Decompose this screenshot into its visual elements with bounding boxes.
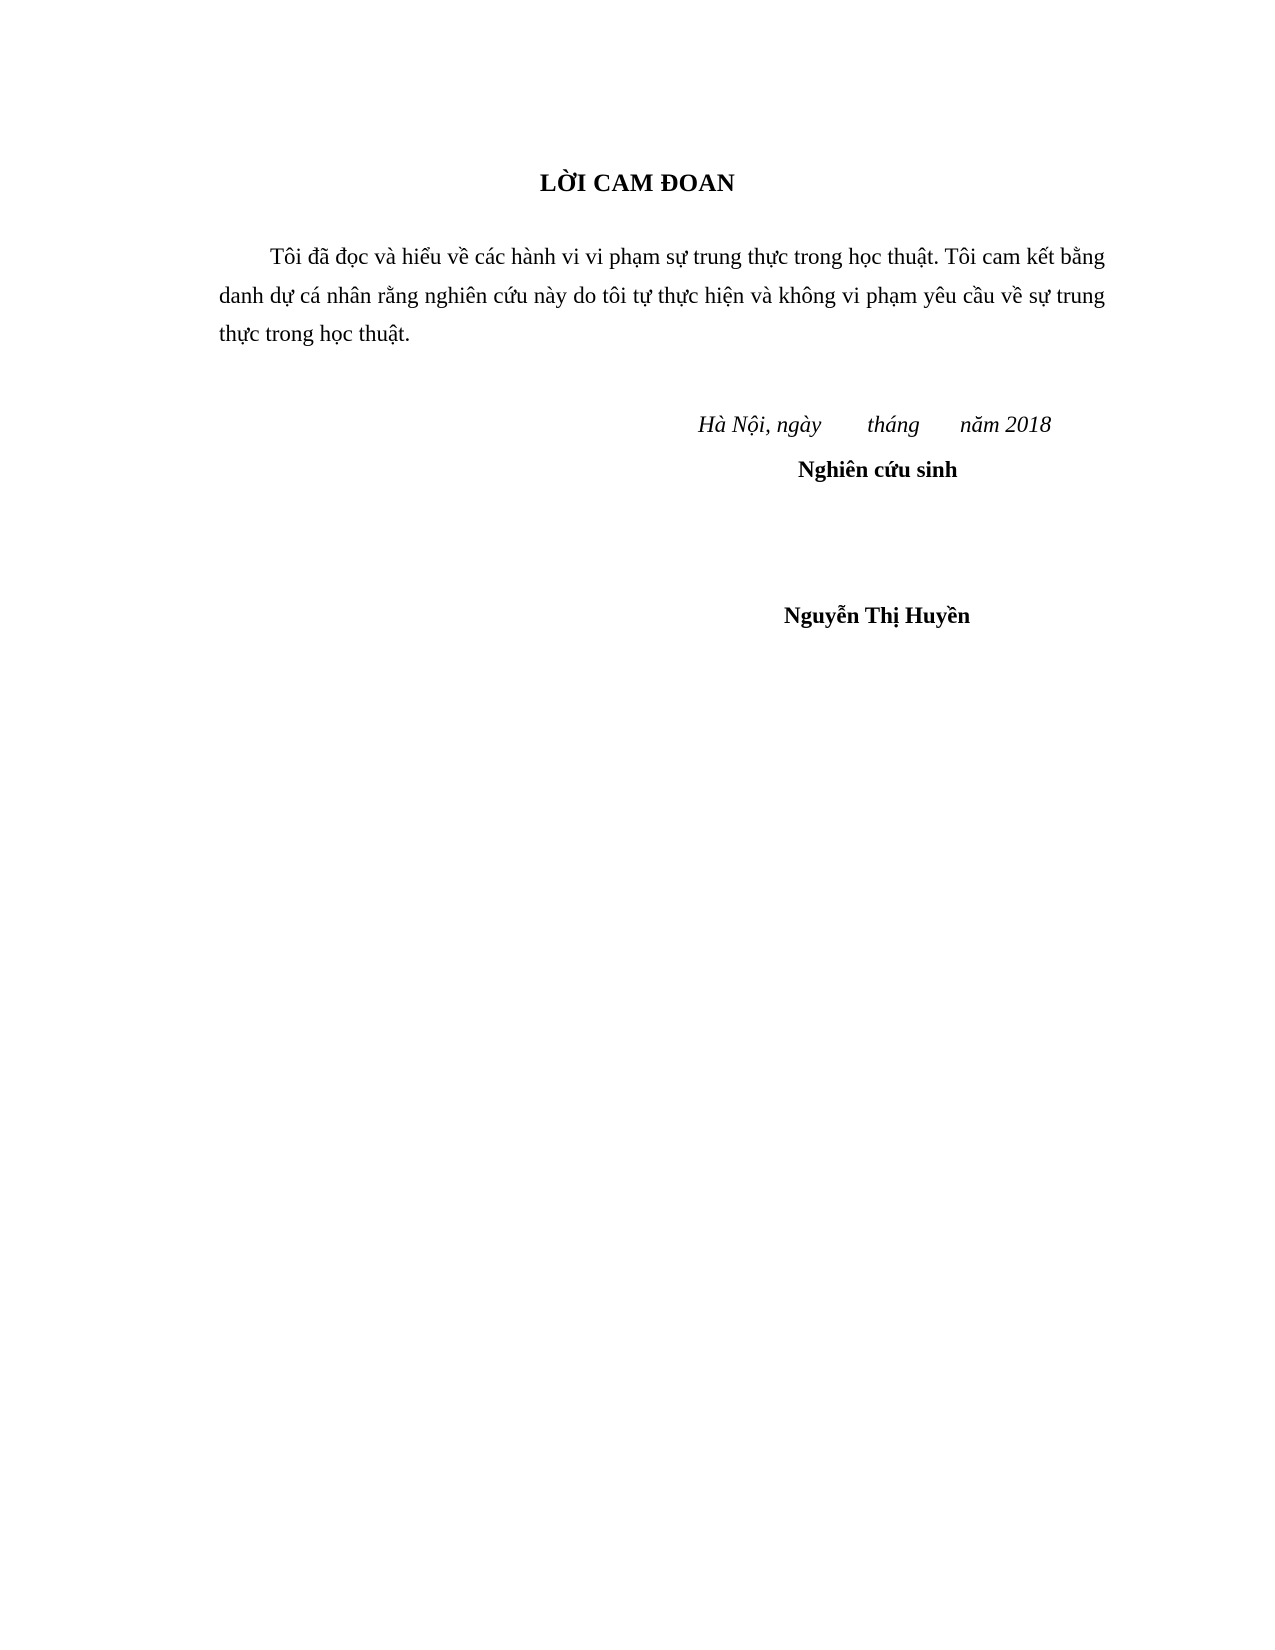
place-date-line: Hà Nội, ngày tháng năm 2018 <box>698 412 1052 437</box>
signer-name: Nguyễn Thị Huyền <box>784 603 971 628</box>
declaration-paragraph: Tôi đã đọc và hiểu về các hành vi vi phạm sự trung thực trong học thuật. Tôi cam kết bằng danh dự cá nhân rằng nghiên cứu này do tôi tự thực hiện và không vi phạm yêu cầu về sự trung thực trong học thuật. <box>219 244 1105 346</box>
page-title: LỜI CAM ĐOAN <box>539 170 736 197</box>
signer-role: Nghiên cứu sinh <box>798 457 958 482</box>
